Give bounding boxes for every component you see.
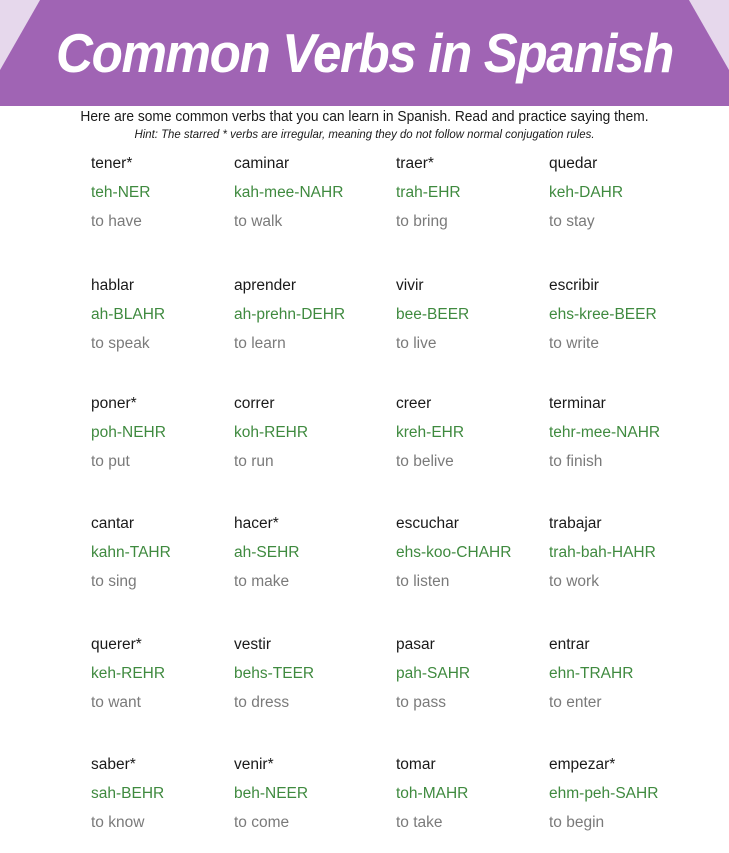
verb-meaning: to speak bbox=[91, 335, 150, 352]
verb-pronunciation: ah-prehn-DEHR bbox=[234, 306, 346, 323]
verb-word: terminar bbox=[549, 395, 606, 412]
intro-text: Here are some common verbs that you can learn in Spanish. Read and practice saying them. bbox=[80, 109, 649, 125]
verb-meaning: to belive bbox=[396, 453, 454, 470]
verb-meaning: to want bbox=[91, 694, 141, 711]
verb-pronunciation: ah-SEHR bbox=[234, 544, 300, 561]
verb-meaning: to enter bbox=[549, 694, 602, 711]
verb-pronunciation: keh-REHR bbox=[91, 665, 166, 682]
verb-pronunciation: beh-NEER bbox=[234, 785, 309, 802]
verb-meaning: to stay bbox=[549, 213, 595, 230]
verb-word: poner* bbox=[91, 395, 137, 412]
verb-meaning: to listen bbox=[396, 573, 450, 590]
verb-pronunciation: bee-BEER bbox=[396, 306, 470, 323]
verb-word: saber* bbox=[91, 756, 136, 773]
verb-word: aprender bbox=[234, 277, 297, 294]
verb-meaning: to take bbox=[396, 814, 443, 831]
verb-word: correr bbox=[234, 395, 275, 412]
verb-pronunciation: kah-mee-NAHR bbox=[234, 184, 344, 201]
verb-pronunciation: ehm-peh-SAHR bbox=[549, 785, 659, 802]
verb-meaning: to put bbox=[91, 453, 130, 470]
verb-word: escribir bbox=[549, 277, 599, 294]
verb-pronunciation: ehs-kree-BEER bbox=[549, 306, 657, 323]
verb-word: caminar bbox=[234, 155, 290, 172]
verb-meaning: to run bbox=[234, 453, 274, 470]
verb-word: hacer* bbox=[234, 515, 279, 532]
verb-pronunciation: trah-EHR bbox=[396, 184, 461, 201]
hint-text: Hint: The starred * verbs are irregular, meaning they do not follow normal conjugation rules. bbox=[134, 127, 595, 141]
verb-pronunciation: kahn-TAHR bbox=[91, 544, 171, 561]
verb-meaning: to come bbox=[234, 814, 290, 831]
verb-word: cantar bbox=[91, 515, 135, 532]
verb-meaning: to write bbox=[549, 335, 599, 352]
verb-meaning: to know bbox=[91, 814, 145, 831]
verb-word: quedar bbox=[549, 155, 598, 172]
verb-word: vestir bbox=[234, 636, 272, 653]
verb-word: trabajar bbox=[549, 515, 602, 532]
verb-pronunciation: keh-DAHR bbox=[549, 184, 624, 201]
verb-meaning: to dress bbox=[234, 694, 290, 711]
verb-meaning: to make bbox=[234, 573, 290, 590]
verb-word: venir* bbox=[234, 756, 274, 773]
verb-meaning: to work bbox=[549, 573, 599, 590]
verb-pronunciation: tehr-mee-NAHR bbox=[549, 424, 661, 441]
verb-word: hablar bbox=[91, 277, 135, 294]
verb-pronunciation: ehs-koo-CHAHR bbox=[396, 544, 512, 561]
verb-word: querer* bbox=[91, 636, 142, 653]
verb-meaning: to walk bbox=[234, 213, 283, 230]
verb-meaning: to have bbox=[91, 213, 142, 230]
verb-meaning: to pass bbox=[396, 694, 446, 711]
verb-word: vivir bbox=[396, 277, 424, 294]
page-title: Common Verbs in Spanish bbox=[56, 22, 673, 84]
verb-meaning: to sing bbox=[91, 573, 137, 590]
verb-pronunciation: poh-NEHR bbox=[91, 424, 166, 441]
verb-pronunciation: trah-bah-HAHR bbox=[549, 544, 656, 561]
verb-pronunciation: teh-NER bbox=[91, 184, 151, 201]
verb-pronunciation: ah-BLAHR bbox=[91, 306, 166, 323]
verb-meaning: to begin bbox=[549, 814, 605, 831]
verb-meaning: to finish bbox=[549, 453, 603, 470]
verb-word: creer bbox=[396, 395, 432, 412]
verb-word: tener* bbox=[91, 155, 133, 172]
verb-word: escuchar bbox=[396, 515, 459, 532]
verb-pronunciation: koh-REHR bbox=[234, 424, 309, 441]
verb-pronunciation: sah-BEHR bbox=[91, 785, 165, 802]
verb-pronunciation: behs-TEER bbox=[234, 665, 315, 682]
verb-word: empezar* bbox=[549, 756, 616, 773]
verb-meaning: to learn bbox=[234, 335, 286, 352]
verb-pronunciation: toh-MAHR bbox=[396, 785, 469, 802]
verb-pronunciation: ehn-TRAHR bbox=[549, 665, 634, 682]
verb-meaning: to bring bbox=[396, 213, 448, 230]
verb-word: traer* bbox=[396, 155, 434, 172]
verb-pronunciation: kreh-EHR bbox=[396, 424, 465, 441]
verb-word: pasar bbox=[396, 636, 435, 653]
verb-meaning: to live bbox=[396, 335, 437, 352]
verb-word: tomar bbox=[396, 756, 436, 773]
verb-pronunciation: pah-SAHR bbox=[396, 665, 471, 682]
verb-word: entrar bbox=[549, 636, 590, 653]
